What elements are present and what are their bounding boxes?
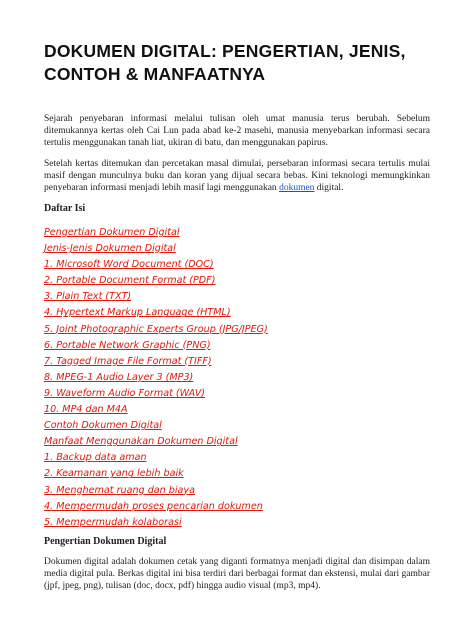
toc-link-pengertian[interactable]: Pengertian Dokumen Digital — [44, 227, 180, 238]
second-paragraph-tail: digital. — [314, 183, 344, 193]
intro-paragraph: Sejarah penyebaran informasi melalui tulisan oleh umat manusia terus berubah. Sebelum ditemukannya kertas oleh Cai Lun pada abad ke-2 masehi, manusia menyebarkan informasi secara tertulis menggunakan tanah liat, ukiran di batu, dan menggunakan papirus. — [44, 114, 430, 148]
toc-link-png[interactable]: 6. Portable Network Graphic (PNG) — [44, 339, 211, 351]
page-title: DOKUMEN DIGITAL: PENGERTIAN, JENIS, CONTOH & MANFAATNYA — [44, 41, 406, 84]
toc-item — [44, 432, 430, 448]
toc-link-contoh[interactable]: Contoh Dokumen Digital — [44, 420, 162, 432]
toc-item — [44, 336, 430, 352]
toc-item — [44, 481, 430, 497]
toc-link-wav[interactable]: 9. Waveform Audio Format (WAV) — [44, 387, 206, 399]
toc-item — [44, 271, 430, 287]
toc-link-manfaat[interactable]: Manfaat Menggunakan Dokumen Digital — [44, 436, 238, 448]
toc-item — [44, 368, 430, 384]
toc-link-mp3[interactable]: 8. MPEG-1 Audio Layer 3 (MP3) — [44, 371, 194, 383]
toc-link-keamanan[interactable]: 2. Keamanan yang lebih baik — [44, 468, 184, 480]
toc-item — [44, 448, 430, 464]
toc-item — [44, 287, 430, 303]
toc-item — [44, 320, 430, 336]
toc-item — [44, 239, 430, 255]
toc-item — [44, 464, 430, 480]
second-paragraph — [44, 158, 430, 194]
toc-item — [44, 352, 430, 368]
toc-item — [44, 513, 430, 529]
toc-item — [44, 497, 430, 513]
toc-link-mp4[interactable]: 10. MP4 dan M4A — [44, 404, 128, 416]
toc-link-kolaborasi[interactable]: 5. Mempermudah kolaborasi — [44, 516, 182, 528]
toc-item — [44, 303, 430, 319]
table-of-contents — [44, 223, 430, 529]
toc-link-jenis[interactable]: Jenis-Jenis Dokumen Digital — [44, 243, 176, 255]
toc-item — [44, 416, 430, 432]
toc-link-jpg[interactable]: 5. Joint Photographic Experts Group (JPG/JPEG) — [44, 323, 268, 335]
toc-link-doc[interactable]: 1. Microsoft Word Document (DOC) — [44, 259, 214, 271]
section-paragraph: Dokumen digital adalah dokumen cetak yang diganti formatnya menjadi digital dan disimpan dalam media digital pula. Berkas digital ini bisa terdiri dari berbagai format dan ekstensi, mulai dari gambar (jpf, jpeg, png), tulisan (doc, docx, pdf) hingga audio visual (mp3, mp4). — [44, 556, 430, 591]
toc-item — [44, 384, 430, 400]
toc-item — [44, 255, 430, 271]
dokumen-link[interactable]: dokumen — [279, 183, 315, 193]
toc-link-backup[interactable]: 1. Backup data aman — [44, 452, 147, 464]
toc-link-pdf[interactable]: 2. Portable Document Format (PDF) — [44, 275, 216, 287]
toc-link-hemat[interactable]: 3. Menghemat ruang dan biaya — [44, 484, 195, 496]
section-title: Pengertian Dokumen Digital — [44, 535, 167, 547]
second-paragraph-text: Setelah kertas ditemukan dan percetakan masal dimulai, persebaran informasi secara tertulis mulai masif dengan munculnya buku dan koran yang dijual secara bebas. Kini teknologi memungkinkan penyebaran informasi menjadi lebih masif lagi menggunakan — [44, 159, 430, 193]
toc-title: Daftar Isi — [44, 203, 86, 214]
toc-item — [44, 400, 430, 416]
toc-link-txt[interactable]: 3. Plain Text (TXT) — [44, 291, 132, 303]
toc-item — [44, 223, 430, 239]
toc-link-tiff[interactable]: 7. Tagged Image File Format (TIFF) — [44, 355, 212, 367]
toc-link-html[interactable]: 4. Hypertext Markup Language (HTML) — [44, 307, 231, 319]
toc-link-pencarian[interactable]: 4. Mempermudah proses pencarian dokumen — [44, 500, 263, 512]
